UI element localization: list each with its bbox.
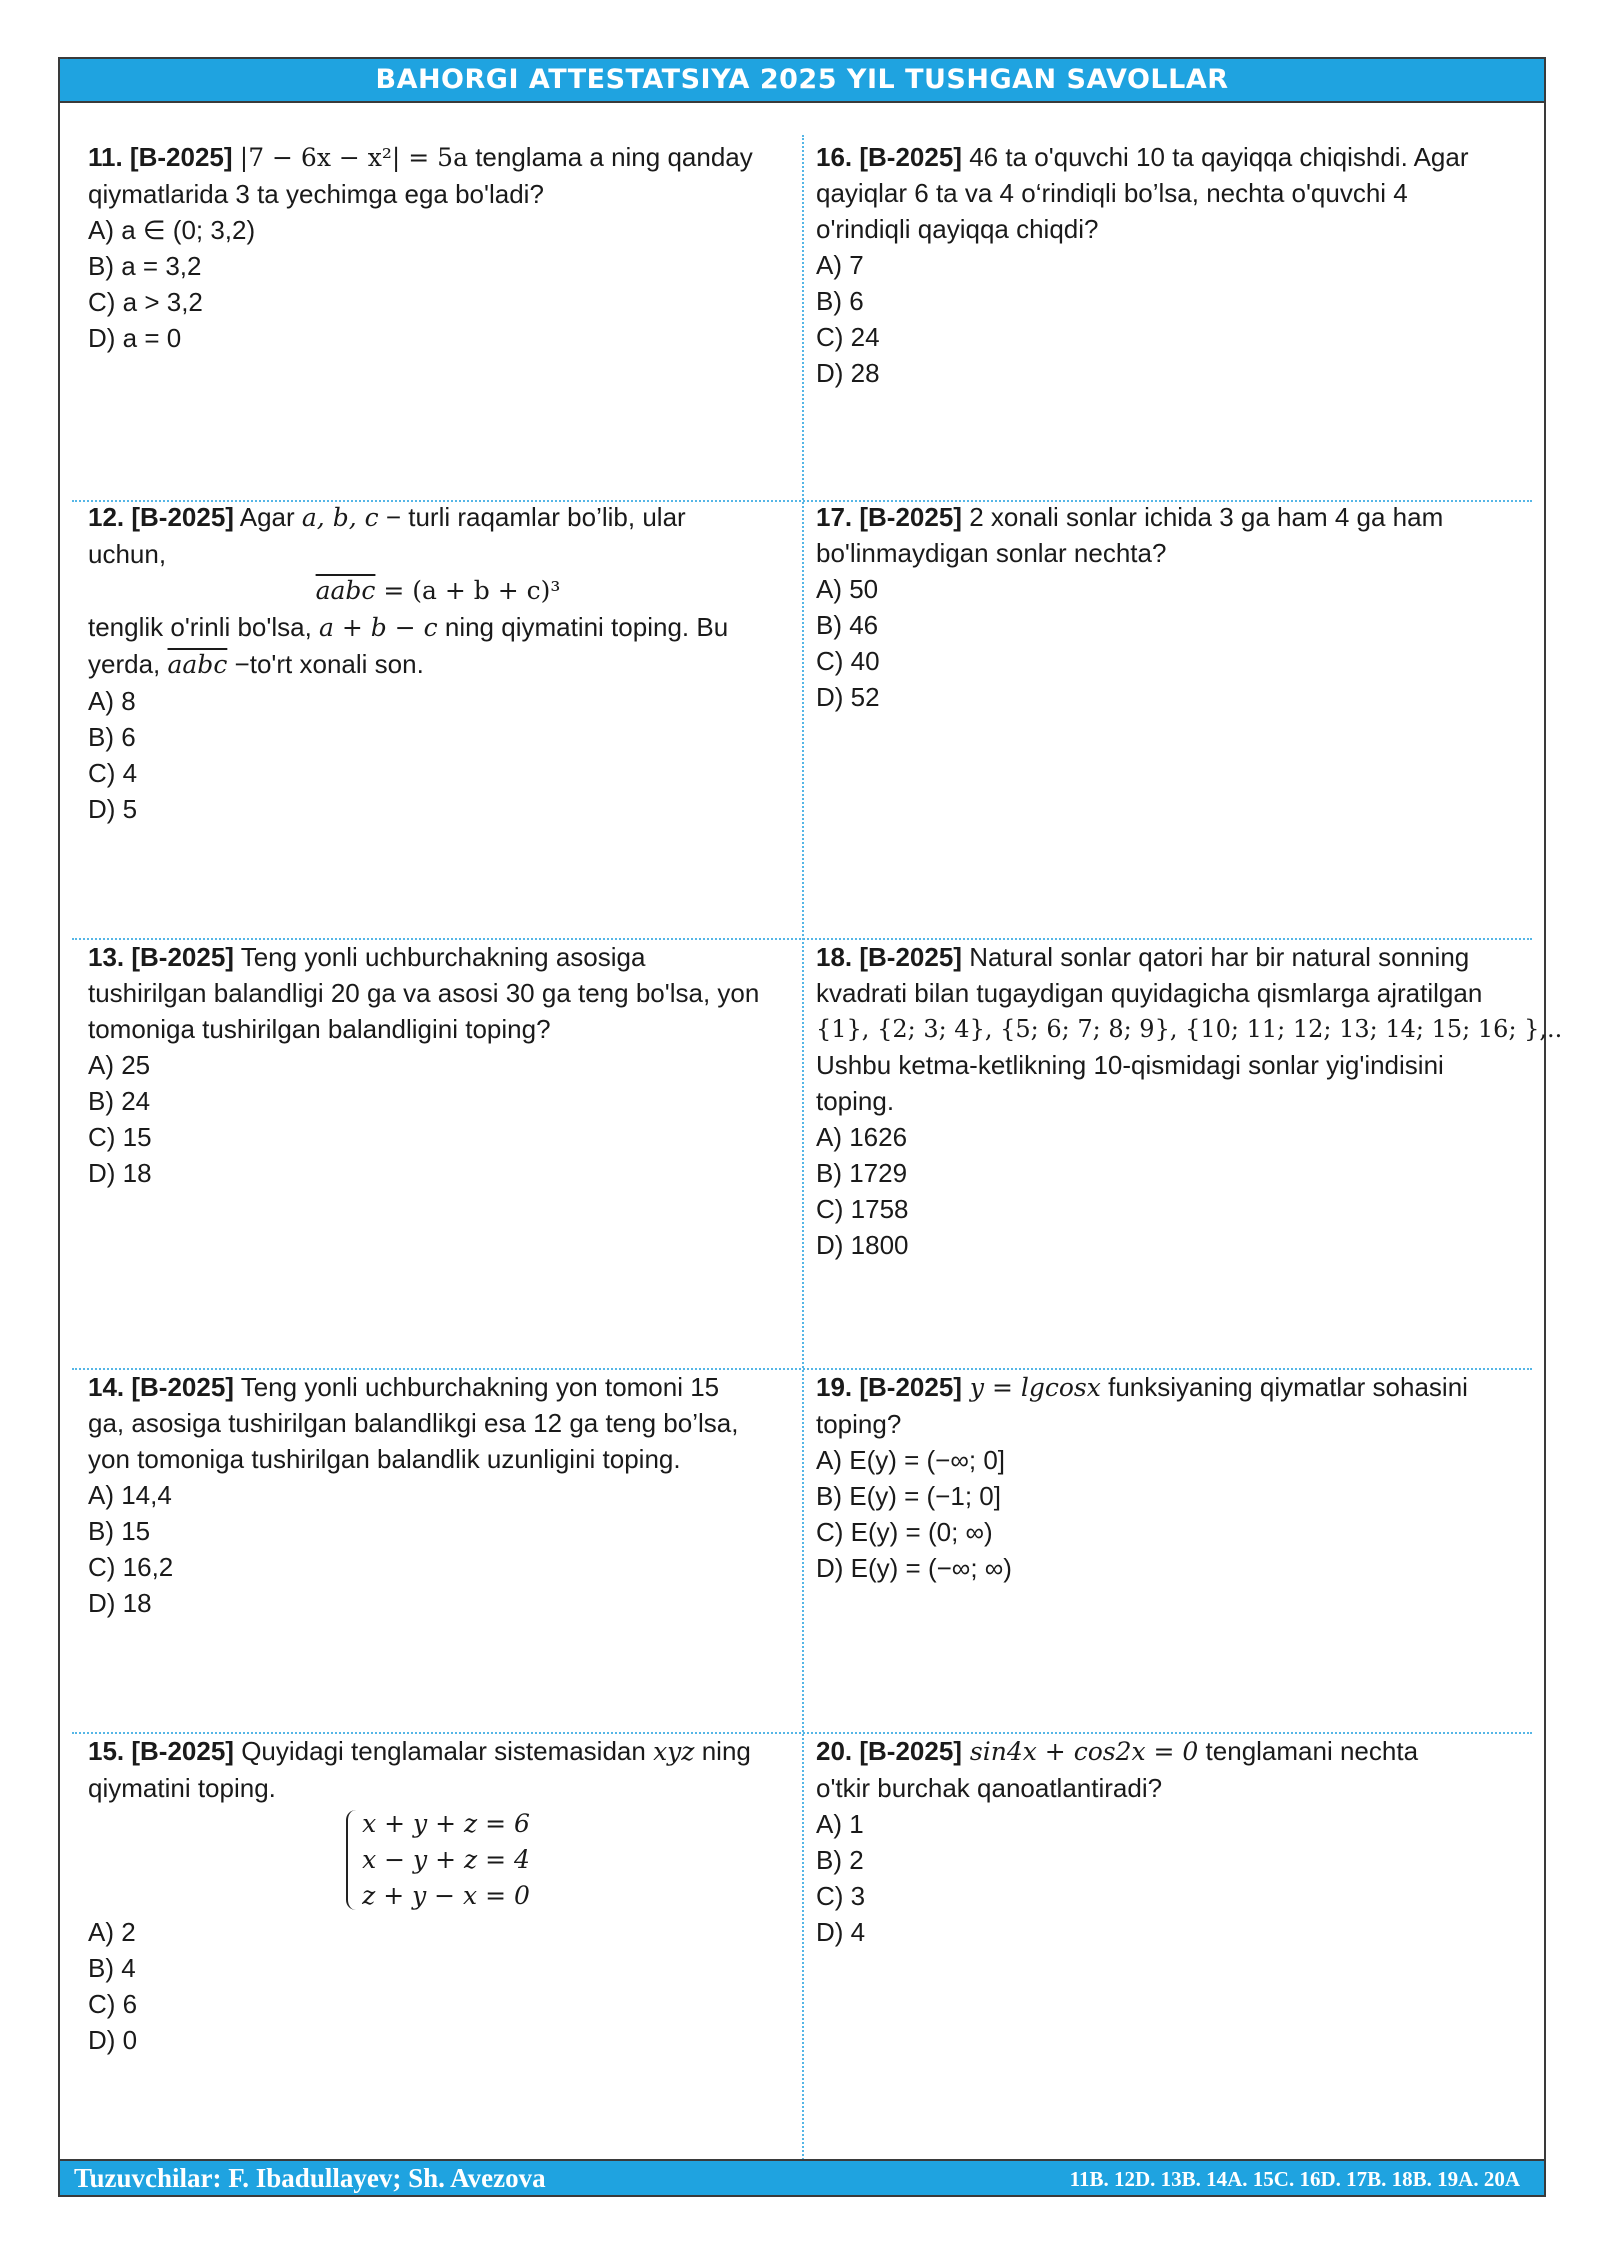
question-text: bo'linmaydigan sonlar nechta? [816,538,1167,568]
option-a: A) 1 [816,1809,864,1839]
overlined-number: aabc [315,576,376,605]
option-d: D) 28 [816,358,880,388]
option-a: A) 25 [88,1050,151,1080]
question-text: Agar [233,502,302,532]
option-b: B) 1729 [816,1158,908,1188]
option-c: C) 6 [88,1989,138,2019]
question-15 [88,1733,788,2058]
page-title: BAHORGI ATTESTATSIYA 2025 YIL TUSHGAN SAVOLLAR [60,59,1544,103]
question-text: tenglik o'rinli bo'lsa, [88,612,320,642]
variables: a, b, c [301,503,379,532]
page-footer [60,2159,1544,2195]
equation-system [346,1806,530,1914]
question-text: −to'rt xonali son. [227,649,424,679]
authors: Tuzuvchilar: F. Ibadullayev; Sh. Avezova [74,2163,546,2193]
question-number: 16. [B-2025] [816,142,962,172]
option-c: C) 3 [816,1881,866,1911]
answer-key: 11B. 12D. 13B. 14A. 15C. 16D. 17B. 18B. 19A. 20A [1069,2167,1520,2191]
brace-icon [346,1810,358,1910]
question-text: tomoniga tushirilgan balandligini toping? [88,1014,551,1044]
option-a: A) 2 [88,1917,136,1947]
option-a: A) E(y) = (−∞; 0] [816,1445,1006,1475]
question-text: o'rindiqli qayiqqa chiqdi? [816,214,1099,244]
question-13 [88,939,759,1191]
question-18 [816,939,1562,1263]
expression: a + b − c [319,613,438,642]
option-d: D) 1800 [816,1230,909,1260]
option-b: B) E(y) = (−1; 0] [816,1481,1001,1511]
option-b: B) a = 3,2 [88,251,202,281]
question-number: 19. [B-2025] [816,1372,962,1402]
option-d: D) 0 [88,2025,138,2055]
question-text: tenglama a ning qanday [467,142,753,172]
overlined-number: aabc [167,650,228,679]
option-c: C) 40 [816,646,880,676]
question-text: Natural sonlar qatori har bir natural sonning [961,942,1470,972]
equation: y = lgcosx [961,1373,1101,1402]
question-text: kvadrati bilan tugaydigan quyidagicha qismlarga ajratilgan [816,978,1483,1008]
option-b: B) 2 [816,1845,864,1875]
question-text: yerda, [88,649,168,679]
option-d: D) 52 [816,682,880,712]
question-text: qiymatini toping. [88,1773,276,1803]
option-c: C) 4 [88,758,138,788]
question-number: 17. [B-2025] [816,502,962,532]
question-number: 11. [B-2025] [88,142,233,172]
question-text: funksiyaning qiymatlar sohasini [1100,1372,1468,1402]
option-b: B) 15 [88,1516,151,1546]
option-a: A) 1626 [816,1122,908,1152]
question-number: 12. [B-2025] [88,502,234,532]
question-number: 18. [B-2025] [816,942,962,972]
question-text: 46 ta o'quvchi 10 ta qayiqqa chiqishdi. Agar [961,142,1469,172]
option-c: C) 24 [816,322,880,352]
equation: sin4x + cos2x = 0 [961,1737,1199,1766]
question-11 [88,139,753,356]
option-a: A) 8 [88,686,136,716]
option-b: B) 4 [88,1953,136,1983]
question-text: ga, asosiga tushirilgan balandlikgi esa 12 ga teng bo’lsa, [88,1408,739,1438]
question-text: toping? [816,1409,902,1439]
question-19 [816,1369,1468,1586]
question-text: toping. [816,1086,895,1116]
set-sequence: {1}, {2; 3; 4}, {5; 6; 7; 8; 9}, {10; 11; 12; 13; 14; 15; 16; },.. [816,1015,1563,1043]
question-number: 13. [B-2025] [88,942,234,972]
option-c: C) 15 [88,1122,152,1152]
option-d: D) 5 [88,794,138,824]
option-c: C) 1758 [816,1194,909,1224]
system-equation: z + y − x = 0 [362,1881,530,1910]
option-d: D) E(y) = (−∞; ∞) [816,1553,1012,1583]
question-14 [88,1369,738,1621]
option-b: B) 46 [816,610,879,640]
question-17 [816,499,1443,715]
question-text: ning qiymatini toping. Bu [437,612,729,642]
question-text: − turli raqamlar bo’lib, ular [378,502,686,532]
question-text: qayiqlar 6 ta va 4 o‘rindiqli bo’lsa, nechta o'quvchi 4 [816,178,1408,208]
question-text: qiymatlarida 3 ta yechimga ega bo'ladi? [88,179,544,209]
question-text: tushirilgan balandligi 20 ga va asosi 30 ga teng bo'lsa, yon [88,978,760,1008]
question-text: yon tomoniga tushirilgan balandlik uzunligini toping. [88,1444,681,1474]
page-frame [58,57,1563,2197]
question-text: o'tkir burchak qanoatlantiradi? [816,1773,1163,1803]
option-b: B) 6 [816,286,864,316]
question-text: Quyidagi tenglamalar sistemasidan [233,1736,654,1766]
option-a: A) 7 [816,250,864,280]
option-b: B) 6 [88,722,136,752]
question-text: 2 xonali sonlar ichida 3 ga ham 4 ga ham [961,502,1444,532]
equation: |7 − 6x − x²| = 5a [239,143,468,172]
option-a: A) 50 [816,574,879,604]
option-b: B) 24 [88,1086,151,1116]
option-a: A) a ∈ (0; 3,2) [88,215,256,245]
equation: = (a + b + c)³ [375,576,561,605]
system-equation: x − y + z = 4 [362,1845,530,1874]
system-equation: x + y + z = 6 [362,1809,530,1838]
question-text: Ushbu ketma-ketlikning 10-qismidagi sonlar yig'indisini [816,1050,1444,1080]
question-number: 14. [B-2025] [88,1372,234,1402]
column-divider [802,135,804,2175]
question-16 [816,139,1469,391]
question-text: ning [694,1736,751,1766]
option-c: C) 16,2 [88,1552,174,1582]
question-12 [88,499,788,827]
option-d: D) 18 [88,1158,152,1188]
question-text: Teng yonli uchburchakning yon tomoni 15 [233,1372,720,1402]
option-a: A) 14,4 [88,1480,172,1510]
question-20 [816,1733,1418,1950]
question-number: 15. [B-2025] [88,1736,234,1766]
option-d: D) a = 0 [88,323,182,353]
question-text: Teng yonli uchburchakning asosiga [233,942,646,972]
option-c: C) a > 3,2 [88,287,203,317]
option-c: C) E(y) = (0; ∞) [816,1517,993,1547]
variable: xyz [653,1737,695,1766]
question-number: 20. [B-2025] [816,1736,962,1766]
option-d: D) 4 [816,1917,866,1947]
question-text: tenglamani nechta [1198,1736,1419,1766]
question-text: uchun, [88,539,167,569]
option-d: D) 18 [88,1588,152,1618]
